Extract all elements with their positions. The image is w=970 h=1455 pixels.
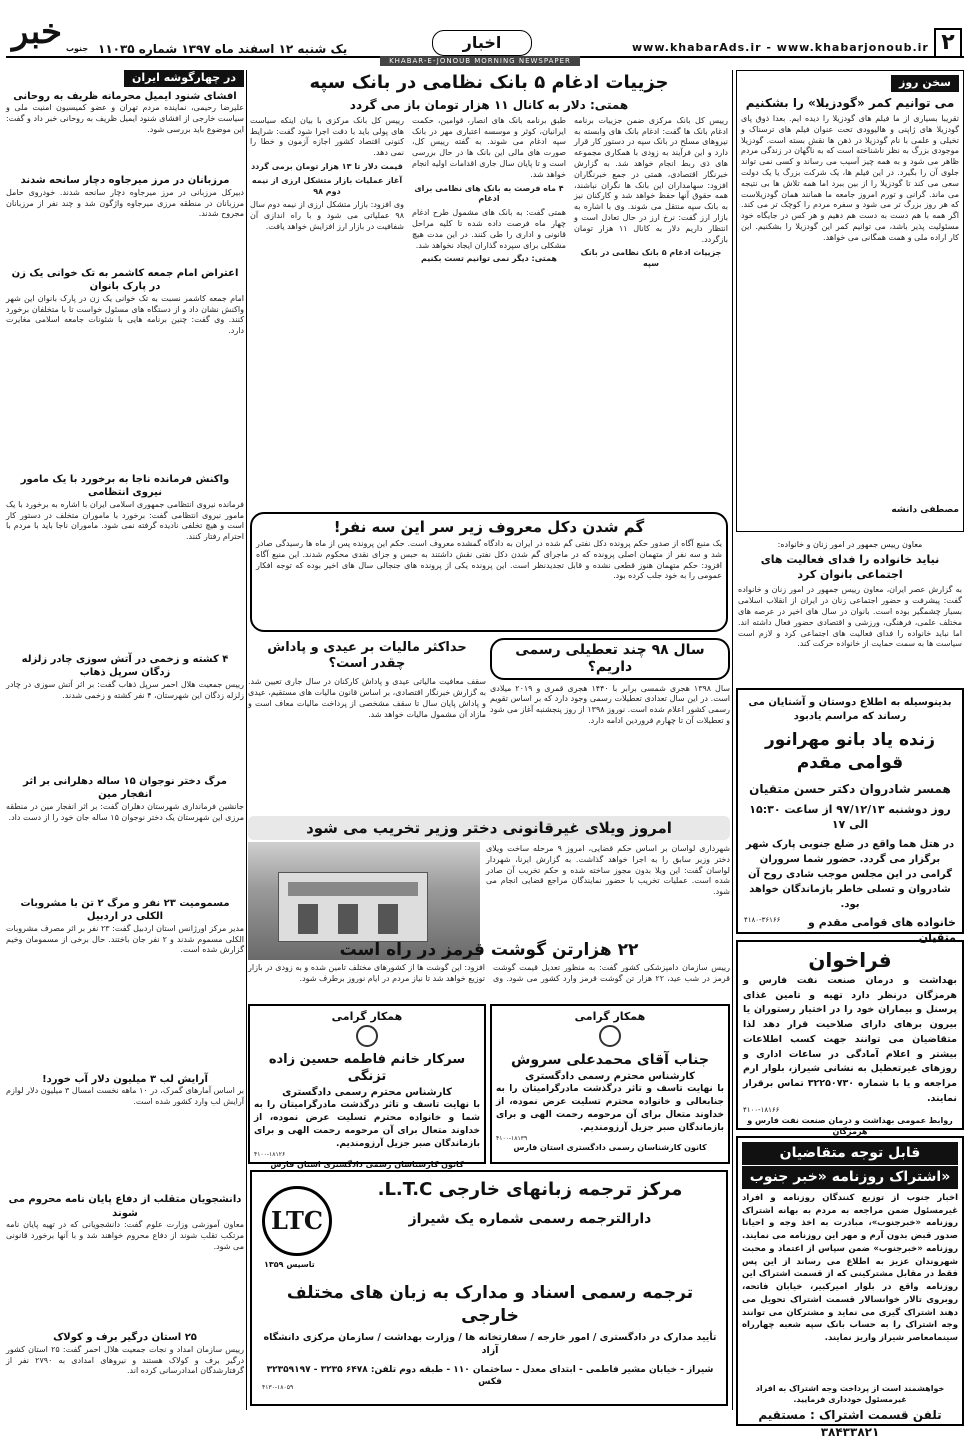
news-item-body: علیرضا رحیمی، نماینده مردم تهران و عضو کمیسیون امنیت ملی و سیاست خارجی از افشای شنود ایمیل ظریف به روحانی خبر داد و گفت: این موضوع باید بررسی شود. bbox=[6, 103, 244, 134]
bank-subhead-2: ۴ ماه فرصت به بانک های نظامی برای ادغام bbox=[414, 183, 564, 204]
logo-sub: جنوب bbox=[66, 44, 89, 53]
cond2-sign: کانون کارشناسان رسمی دادگستری استان فارس bbox=[513, 1143, 707, 1153]
tax-title: حداکثر مالیات بر عیدی و پاداش چقدر است؟ bbox=[267, 640, 467, 671]
bank-subhead-4: قیمت دلار تا ۱۳ هزار تومان برمی گردد bbox=[251, 161, 403, 171]
women-news-body: به گزارش عصر ایران، معاون رییس جمهور در امور زنان و خانواده گفت: پیشرفت و حضور اجتماعی زنان در ایران از انقلاب اسلامی بسیار چشمگیر بوده است. بانوان در سال های اخیر در عرصه های مختلف علمی، فرهنگی، ورزشی و اقتصادی حضور فعال داشته اند. اما نباید خانواده را فدای فعالیت های اجتماعی کرد و لازم است سیاست ها به سمت حمایت از خانواده حرکت کند. bbox=[738, 585, 962, 649]
news-item bbox=[6, 1331, 244, 1455]
tax-article bbox=[248, 638, 486, 810]
news-item-body: رییس جمعیت هلال احمر سرپل ذهاب گفت: بر اثر آتش سوزی در چادر زلزله زدگان این شهرستان، ۴ نفر کشته و زخمی شدند. bbox=[6, 679, 244, 700]
issue-date: یک شنبه ۱۲ اسفند ماه ۱۳۹۷ شماره ۱۱۰۳۵ bbox=[98, 42, 348, 56]
column-rule bbox=[246, 70, 247, 1410]
association-emblem-icon bbox=[356, 1025, 378, 1047]
call-sign: روابط عمومی بهداشت و درمان صنعت نفت فارس و هرمزگان bbox=[747, 1115, 953, 1136]
editorial-label: سخن روز bbox=[891, 75, 959, 92]
cond3-role: کارشناس محترم رسمی دادگستری bbox=[282, 1086, 452, 1098]
cond2-header: همکار گرامی bbox=[574, 1010, 646, 1023]
news-item-title: واکنش فرمانده ناجا به برخورد با یک مامور نیروی انتظامی bbox=[20, 473, 230, 499]
cond3-body: با نهایت تاسف و تاثر درگذشت مادرگرامیتان را به شما و خانواده محترم تسلیت عرض نموده، از خداوند متعال برای آن مرحومه رحمت الهی و برای بازماندگان صبر جزیل آرزومندیم. bbox=[254, 1100, 480, 1150]
page-header bbox=[6, 4, 964, 62]
news-item-body: جانشین فرمانداری شهرستان دهلران گفت: بر اثر انفجار مین در منطقه مرزی این شهرستان یک دختر نوجوان ۱۵ ساله جان خود را از دست داد. bbox=[6, 801, 244, 822]
cond3-code: ۴۱۰۰-۱۸۱۲۶ bbox=[254, 1151, 286, 1159]
bank-body-5: وی افزود: بازار متشکل ارزی از نیمه دوم سال ۹۸ عملیاتی می شود و با راه اندازی آن شفافیت در بازار ارز افزایش خواهد یافت. bbox=[250, 200, 404, 231]
ltc-title: مرکز ترجمه زبانهای خارجی L.T.C. bbox=[377, 1179, 683, 1200]
condolence-name: زنده یاد بانو مهرانور قوامی مقدم bbox=[764, 730, 936, 773]
ltc-logo: LTC bbox=[262, 1186, 332, 1256]
bank-article bbox=[248, 70, 730, 508]
provinces-label: در چهارگوشه ایران bbox=[124, 70, 244, 87]
meat-article bbox=[248, 940, 730, 1002]
news-item bbox=[6, 653, 244, 772]
cond2-name: جناب آقای محمدعلی سروش bbox=[511, 1051, 709, 1068]
news-item bbox=[6, 267, 244, 470]
editorial-box bbox=[736, 70, 964, 532]
rig-title: گم شدن دکل معروف زیر سر این سه نفر! bbox=[333, 518, 645, 536]
condolence-ad bbox=[736, 688, 964, 944]
condolence-time: روز دوشنبه ۹۷/۱۲/۱۳ از ساعت ۱۵:۳۰ الی ۱۷ bbox=[749, 803, 951, 831]
news-item-title: افشای شنود ایمیل محرمانه ظریف به روحانی bbox=[13, 90, 237, 102]
women-news-kicker: معاون رییس جمهور در امور زنان و خانواده: bbox=[777, 540, 923, 549]
meat-title: ۲۲ هزارتن گوشت قرمز در راه است bbox=[339, 940, 639, 960]
news-item-body: معاون آموزشی وزارت علوم گفت: دانشجویانی که در تهیه پایان نامه مرتکب تقلب شوند از دفاع محروم خواهند شد و با آنها برخورد قانونی می شود. bbox=[6, 1220, 244, 1251]
association-emblem-icon bbox=[599, 1025, 621, 1047]
villa-title: امروز ویلای غیرقانونی دختر وزیر تخریب می شود bbox=[306, 819, 672, 837]
news-item-title: دانشجویان متقلب از دفاع پایان نامه محروم می شوند bbox=[8, 1194, 242, 1219]
meat-body: رییس سازمان دامپزشکی کشور گفت: به منظور تعدیل قیمت گوشت قرمز در شب عید، ۲۲ هزار تن گوشت قرمز وارد کشور می شود. وی افزود: این گوشت ها از کشورهای مختلف تامین شده و به زودی در بازار توزیع خواهد شد تا نیاز مردم در ایام نوروز برطرف شود. bbox=[248, 963, 731, 984]
news-item-title: مسمومیت ۲۳ نفر و مرگ ۲ تن با مشروبات الکلی در اردبیل bbox=[20, 897, 230, 923]
newspaper-subtitle: KHABAR-E-JONOUB MORNING NEWSPAPER bbox=[380, 56, 580, 66]
news-item bbox=[6, 90, 244, 172]
rig-body: یک منبع آگاه از صدور حکم پرونده دکل نفتی گم شده در ایران به دادگاه گمشده معروف است. حکم این پرونده پس از ماه ها رسیدگی صادر شد و سه نفر از متهمان اصلی پرونده که در ماجرای گم شدن دکل نفتی نقش داشتند به حبس و جزای نقدی محکوم شدند. این منبع آگاه افزود: حکم متهمان هنوز قطعی نشده و قابل تجدیدنظر است. این پرونده یکی از پرونده های جنجالی سال های اخیر بوده که توجه افکار عمومی را به خود جلب کرده بود. bbox=[256, 539, 722, 581]
editorial-title: می توانیم کمر «گودزیلا» را بشکنیم bbox=[745, 95, 955, 110]
condolence-ad-soroush bbox=[490, 1004, 730, 1164]
ltc-code: ۴۱۳۰-۱۸۰۵۹ bbox=[262, 1384, 294, 1391]
ltc-sub: دارالترجمه رسمی شماره یک شیراز bbox=[408, 1211, 652, 1227]
tax-body: سقف معافیت مالیاتی عیدی و پاداش کارکنان در سال جاری تعیین شد. به گزارش خبرنگار اقتصادی، بر اساس قانون مالیات های مستقیم، عیدی و پاداش پایان سال تا سقف مشخصی از پرداخت مالیات معاف است و مازاد آن مشمول مالیات خواهد شد. bbox=[248, 677, 486, 719]
bank-body-3: همتی گفت: به بانک های مشمول طرح ادغام چهار ماه فرصت داده شده تا کلیه مراحل قانونی و اداری را طی کنند. در این مدت هیچ مشکلی برای سپرده گذاران ایجاد نخواهد شد. bbox=[412, 208, 566, 250]
news-item-title: آرایش لب ۳ میلیون دلار آب خورد! bbox=[42, 1073, 208, 1085]
condolence-family: خانواده های قوامی مقدم و متقیان bbox=[808, 915, 956, 944]
condolence-place: در هتل هما واقع در ضلع جنوبی پارک شهر برگزار می گردد. حضور شما سروران گرامی در این مجلس موجب شادی روح آن شادروان و تسلی خاطر بازماندگان خواهد بود. bbox=[745, 838, 955, 910]
holiday-body: سال ۱۳۹۸ هجری شمسی برابر با ۱۴۴۰ هجری قمری و ۲۰۱۹ میلادی است. در این سال تعدادی تعطیلات رسمی وجود دارد که بر اساس تقویم رسمی کشور اعلام شده است. نوروز ۱۳۹۸ از روز پنجشنبه آغاز می شود و تعطیلات آن تا چهارم فروردین ادامه دارد. bbox=[490, 683, 731, 725]
call-body: بهداشت و درمان صنعت نفت فارس و هرمزگان درنظر دارد تهیه و تامین غذای پرسنل و بیماران خود را در اختیار رستوران یا بیرون برهای دارای صلاحیت قرار دهد لذا متقاضیان می توانند جهت کسب اطلاعات بیشتر و اعلام آمادگی در ساعات اداری و روزهای غیرتعطیل به نشانی شیراز، بلوار ارم مراجعه و یا با شماره ۳۲۲۵۰۷۳۰ تماس برقرار نمایند. bbox=[743, 975, 958, 1104]
condolence-code: ۴۱۸۰-۳۶۱۶۶ bbox=[744, 915, 781, 924]
bank-body-4: رییس کل بانک مرکزی با بیان اینکه سیاست های پولی باید با دقت اجرا شود گفت: شرایط کنونی اقتصاد کشور اجازه آزمون و خطا را نمی دهد. bbox=[250, 115, 404, 158]
bank-subhead-3: همتی: دیگر نمی توانیم تست بکنیم bbox=[421, 254, 557, 264]
bank-body-2: طبق برنامه بانک های انصار، قوامین، حکمت ایرانیان، کوثر و موسسه اعتباری مهر در بانک سپه ادغام می شوند. به گفته رییس کل، صورت های مالی این بانک ها در حال بررسی است و تا پایان سال جاری اقدامات اولیه انجام خواهد شد. bbox=[412, 115, 566, 179]
news-item-title: ۲۵ استان درگیر برف و کولاک bbox=[53, 1332, 197, 1344]
ltc-address: شیراز - خیابان مشیر فاطمی - ابتدای معدل - ساختمان ۱۱۰ - طبقه دوم تلفن: ۶۴۷۸ ۳۲۳۵ - ۳۲۳۵۹۱۹۷ فکس bbox=[266, 1365, 714, 1388]
holiday-title: سال ۹۸ چند تعطیلی رسمی داریم؟ bbox=[515, 642, 705, 675]
ltc-est: تاسیس ۱۳۵۹ bbox=[264, 1260, 315, 1269]
column-rule bbox=[732, 70, 733, 1410]
news-item-body: فرمانده نیروی انتظامی جمهوری اسلامی ایران با اشاره به برخورد با یک مامور نیروی انتظامی گفت: برخورد با ماموران متخلف در دستور کار است و هیچ تخلفی نادیده گرفته نمی شود. ماموران ناجا باید با مردم با احترام رفتار کنند. bbox=[6, 499, 244, 542]
villa-article bbox=[248, 816, 730, 936]
right-column bbox=[736, 70, 964, 1439]
condolence-ad-hosseinzadeh bbox=[248, 1004, 486, 1169]
cond3-name: سرکار خانم فاطمه حسین زاده تزنگی bbox=[268, 1051, 466, 1085]
cond2-body: با نهایت تاسف و تاثر درگذشت مادرگرامیتان را به جنابعالی و خانواده محترم تسلیت عرض نموده، از خداوند متعال برای آن مرحومه رحمت الهی و برای بازماندگان صبر جزیل آرزومندیم. bbox=[496, 1084, 724, 1134]
cond2-code: ۴۱۰۰-۱۸۱۳۹ bbox=[496, 1135, 528, 1143]
news-item bbox=[6, 1193, 244, 1328]
news-item bbox=[6, 1073, 244, 1191]
news-item-title: اعتراض امام جمعه کاشمر به تک خوانی یک زن در پارک بانوان bbox=[11, 267, 239, 293]
bank-subtitle: همتی: دلار به کانال ۱۱ هزار تومان باز می گردد bbox=[349, 97, 629, 112]
page-number: ۲ bbox=[934, 28, 962, 58]
cond3-sign: کانون کارشناسان رسمی دادگستری استان فارس bbox=[270, 1159, 464, 1169]
ltc-ad bbox=[250, 1170, 728, 1406]
rig-article bbox=[250, 512, 728, 632]
news-item bbox=[6, 775, 244, 894]
newspaper-logo: خبر bbox=[12, 12, 63, 52]
news-item bbox=[6, 897, 244, 1070]
subscription-title-1: قابل توجه متقاضیان bbox=[742, 1142, 958, 1165]
news-item-body: رییس سازمان امداد و نجات جمعیت هلال احمر گفت: ۲۵ استان کشور درگیر برف و کولاک هستند و نیروهای امدادی به ۲۷۹۰ نفر از گرفتارشدگان امدادرسانی کرده اند. bbox=[6, 1344, 245, 1376]
news-item bbox=[6, 473, 244, 650]
section-title: اخبار bbox=[432, 30, 532, 56]
editorial-body: تقریبا بسیاری از ما فیلم های گودزیلا را دیده ایم. بعدا ذوق پای گودزیلا های ژاپنی و هالیوودی تحت عنوان فیلم های ترسناک و تخیلی و علمی با نام گودزیلا در ذهن ها نقش بسته است. گودزیلا موجودی بزرگ به نظر ناشناخته است که به ناگهان در زندگی مردم ظاهر می شود و به همه چیز آسیب می رساند و کسی نمی تواند جلوی آن را بگیرد. در این فیلم ها، یک شرکت بزرگ یا یک دولت سعی می کند تا گودزیلا را از بین ببرد اما همه تلاش ها بی نتیجه می ماند. گرانی و تورم امروز جامعه ما همانند همان گودزیلاست که هر روز بزرگ تر می شود و سفره مردم را کوچک تر می کند. اگر همه با هم دست به دست هم دهیم و هر کس در جایگاه خود مسئولیت پذیر باشد، می توانیم کمر این گودزیلا را بشکنیم. این کار اراده ملی و همت همگانی می خواهد. bbox=[741, 114, 959, 242]
editorial-author: مصطفی دانشه bbox=[891, 505, 959, 516]
subscription-title-2: اشتراک روزنامه «خبر جنوب» bbox=[742, 1166, 958, 1189]
call-ad bbox=[736, 940, 964, 1136]
cond3-header: همکار گرامی bbox=[331, 1010, 403, 1023]
bank-subhead-1: جزییات ادغام ۵ بانک نظامی در بانک سپه bbox=[580, 248, 722, 269]
holiday-article bbox=[490, 638, 730, 810]
bank-body-1: رییس کل بانک مرکزی ضمن جزییات برنامه ادغام بانک ها گفت: ادغام بانک های وابسته به نیروهای مسلح در بانک سپه در دستور کار قرار دارد و این فرآیند به زودی با همکاری مجموعه های ذی ربط انجام خواهد شد. به گزارش خبرنگار اقتصادی، همتی در جمع خبرنگاران افزود: سهامداران این بانک ها نگران نباشند، همه حقوق آنها حفظ خواهد شد و کارکنان نیز به بانک سپه منتقل می شوند. وی با اشاره به بازار ارز گفت: نرخ ارز در حال تعادل است و انتظار داریم دلار به کانال ۱۱ هزار تومان بازگردد. bbox=[574, 115, 728, 244]
bank-title: جزییات ادغام ۵ بانک نظامی در بانک سپه bbox=[309, 72, 669, 93]
news-item-body: بر اساس آمارهای گمرک، در ۱۰ ماهه نخست امسال ۳ میلیون دلار لوازم آرایش لب وارد کشور شده است. bbox=[6, 1086, 244, 1107]
left-column bbox=[6, 70, 244, 1432]
subscription-notice bbox=[736, 1136, 964, 1439]
bank-subhead-5: آغاز عملیات بازار متشکل ارزی از نیمه دوم ۹۸ bbox=[251, 175, 403, 196]
website-links[interactable]: www.khabarAds.ir - www.khabarjonoub.ir bbox=[632, 41, 929, 54]
news-item-body: امام جمعه کاشمر نسبت به تک خوانی یک زن در پارک بانوان این شهر واکنش نشان داد و از دستگاه های مسئول خواست تا با متخلفان برخورد کنند. وی گفت: چنین برنامه هایی با شئونات جامعه اسلامی مغایرت دارد. bbox=[6, 293, 244, 336]
ltc-note: تأیید مدارک در دادگستری / امور خارجه / سفارتخانه ها / وزارت بهداشت / سازمان مرکزی دانشگاه آزاد bbox=[263, 1332, 717, 1356]
ltc-main: ترجمه رسمی اسناد و مدارک به زبان های مختلف خارجی bbox=[286, 1283, 694, 1326]
news-item-title: مرزبانان در مرز میرجاوه دچار سانحه شدند bbox=[20, 175, 230, 187]
women-news-title: نیاید خانواده را فدای فعالیت های اجتماعی بانوان کرد bbox=[760, 552, 940, 581]
subscription-phone: تلفن قسمت اشتراک : مستقیم ۳۸۴۳۳۸۲۱ bbox=[758, 1408, 942, 1439]
villa-body: شهرداری لواسان بر اساس حکم قضایی، امروز ۹ مرحله ساخت ویلای دختر وزیر سابق را به اجرا خواهد گذاشت. به گزارش ایرنا، شهردار لواسان گفت: این ویلا بدون مجوز ساخته شده و حکم تخریب آن صادر شده است. عملیات تخریب با حضور نمایندگان مراجع قضایی انجام می شود. bbox=[486, 844, 730, 897]
call-code: ۴۱۰۰-۱۸۱۶۶ bbox=[743, 1106, 780, 1115]
news-item-body: مدیر مرکز اورژانس استان اردبیل گفت: ۲۳ نفر بر اثر مصرف مشروبات الکلی مسموم شدند و ۲ نفر جان باختند. حال برخی از مسمومان وخیم گزارش شده است. bbox=[6, 923, 245, 955]
news-item bbox=[6, 174, 244, 264]
subscription-body: اخبار جنوب از توزیع کنندگان روزنامه و افراد غیرمسئول ضمن مراجعه به مردم به بهانه اشتراک روزنامه «خبرجنوب»، مبادرت به اخذ وجه و احیانا صدور قبض بدون آرم و مهر این روزنامه می نمایند. روزنامه «خبرجنوب» ضمن سپاس از اعتماد و محبت شهروندان عزیز به اطلاع می رساند از این پس فقط در مقابل مشترکینی که از قسمت اشتراک این روزنامه واقع در بلوار امیرکبیر، خیابان فاتحه، روبروی تالار خوانسالار قسمت اشتراک تحویل می دهند اشتراک گیری می نماید و مشترکان می توانند وجه اشتراک را به حساب بانک سپه شعبه چهارراه سینمامعاصر شیراز واریز نمایند. bbox=[742, 1192, 958, 1344]
cond2-role: کارشناس محترم رسمی دادگستری bbox=[525, 1070, 695, 1082]
call-title: فراخوان bbox=[808, 948, 892, 972]
women-news bbox=[736, 538, 964, 688]
news-item-body: دبیرکل مرزبانی در مرز میرجاوه دچار سانحه شدند. خودروی حامل مرزبانان در منطقه مرزی میرجاوه واژگون شد و چند نفر از مرزبانان مجروح شدند. bbox=[6, 187, 244, 219]
news-item-title: مرگ دختر نوجوان ۱۵ ساله دهلرانی بر اثر انفجار مین bbox=[23, 775, 227, 801]
subscription-note: خواهشمند است از پرداخت وجه اشتراک به افراد غیرمسئول خودداری فرمایید. bbox=[755, 1383, 945, 1404]
condolence-intro: بدینوسیله به اطلاع دوستان و آشنایان می رساند که مراسم یادبود bbox=[748, 697, 952, 722]
condolence-spouse: همسر شادروان دکتر حسن متقیان bbox=[749, 781, 951, 796]
news-item-title: ۴ کشته و زخمی در آتش سوزی چادر زلزله زدگان سرپل ذهاب bbox=[21, 653, 229, 679]
